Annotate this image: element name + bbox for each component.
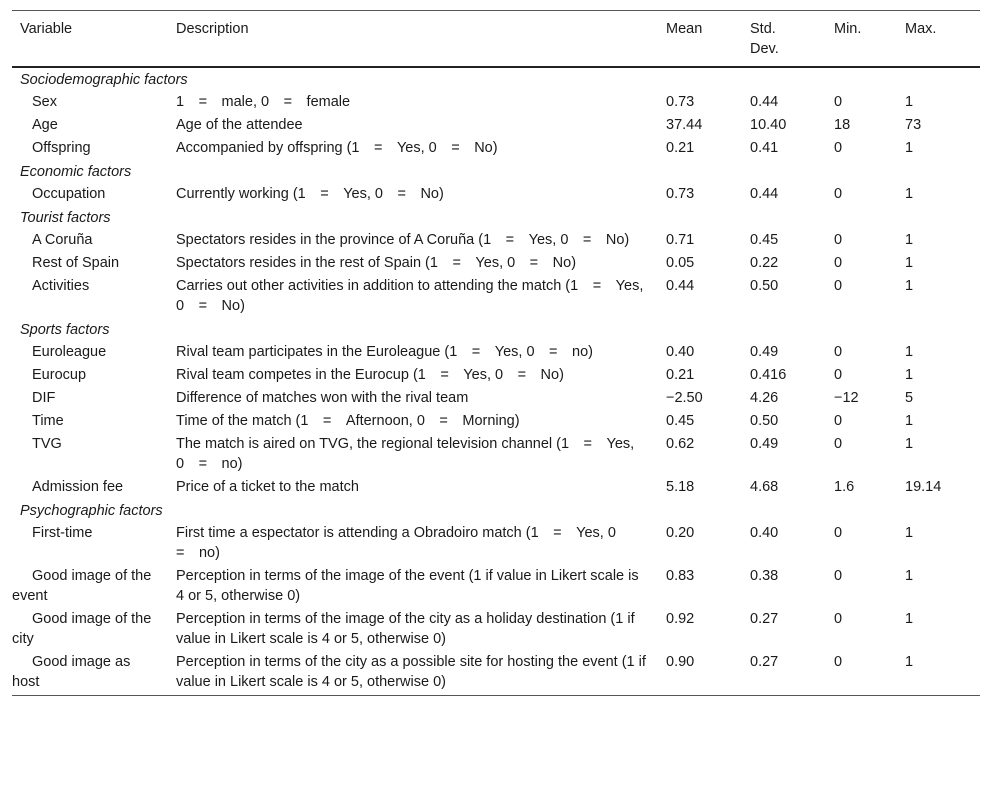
- cell-mean: −2.50: [666, 390, 703, 406]
- cell-max: 1: [905, 344, 914, 360]
- cell-variable: TVG: [32, 436, 62, 452]
- cell-max: 1: [905, 413, 914, 429]
- cell-variable: Age: [32, 117, 58, 133]
- cell-description: Perception in terms of the image of the city as a holiday destination (1 if value in Likert scale is 4 or 5, otherwise 0): [176, 611, 635, 647]
- cell-min: 0: [834, 232, 843, 248]
- header-mean: Mean: [666, 21, 703, 37]
- table-row: [12, 651, 980, 696]
- cell-std-dev: 4.26: [750, 390, 779, 406]
- table-row: [12, 341, 980, 364]
- cell-min: 0: [834, 611, 843, 627]
- cell-max: 1: [905, 94, 914, 110]
- cell-std-dev: 0.50: [750, 278, 779, 294]
- cell-std-dev: 0.38: [750, 568, 779, 584]
- cell-mean: 0.20: [666, 525, 695, 541]
- cell-mean: 0.73: [666, 94, 695, 110]
- cell-std-dev: 10.40: [750, 117, 787, 133]
- cell-description: The match is aired on TVG, the regional television channel (1 = Yes, 0 = no): [176, 436, 635, 472]
- cell-variable: Good image as host: [12, 654, 131, 690]
- cell-max: 1: [905, 436, 914, 452]
- header-std-dev: Std. Dev.: [750, 21, 779, 57]
- table-row: [12, 137, 980, 160]
- table-row: [12, 476, 980, 499]
- cell-description: Price of a ticket to the match: [176, 479, 359, 495]
- cell-max: 1: [905, 367, 914, 383]
- cell-variable: DIF: [32, 390, 56, 406]
- header-description: Description: [176, 21, 249, 37]
- table-body: [12, 67, 980, 696]
- cell-min: 18: [834, 117, 851, 133]
- cell-std-dev: 0.416: [750, 367, 787, 383]
- cell-max: 1: [905, 611, 914, 627]
- cell-std-dev: 0.49: [750, 344, 779, 360]
- cell-description: Spectators resides in the province of A Coruña (1 = Yes, 0 = No): [176, 232, 630, 248]
- cell-variable: Good image of the event: [12, 568, 152, 604]
- cell-std-dev: 4.68: [750, 479, 779, 495]
- cell-std-dev: 0.44: [750, 186, 779, 202]
- cell-min: −12: [834, 390, 859, 406]
- group-header-row: [12, 318, 980, 341]
- cell-description: Perception in terms of the image of the event (1 if value in Likert scale is 4 or 5, otherwise 0): [176, 568, 639, 604]
- header-variable: Variable: [20, 21, 73, 37]
- cell-std-dev: 0.45: [750, 232, 779, 248]
- cell-min: 0: [834, 436, 843, 452]
- cell-variable: Good image of the city: [12, 611, 152, 647]
- cell-variable: Admission fee: [32, 479, 124, 495]
- cell-max: 1: [905, 255, 914, 271]
- cell-description: Difference of matches won with the rival team: [176, 390, 469, 406]
- cell-mean: 0.45: [666, 413, 695, 429]
- cell-std-dev: 0.40: [750, 525, 779, 541]
- table-row: [12, 608, 980, 651]
- cell-max: 1: [905, 568, 914, 584]
- group-title: Sociodemographic factors: [20, 72, 188, 88]
- cell-min: 0: [834, 344, 843, 360]
- group-title: Psychographic factors: [20, 503, 163, 519]
- group-header-row: [12, 206, 980, 229]
- cell-min: 0: [834, 255, 843, 271]
- table-row: [12, 91, 980, 114]
- cell-description: Spectators resides in the rest of Spain (1 = Yes, 0 = No): [176, 255, 577, 271]
- cell-mean: 0.90: [666, 654, 695, 670]
- cell-mean: 0.92: [666, 611, 695, 627]
- cell-min: 0: [834, 367, 843, 383]
- table-header-row: [12, 11, 980, 68]
- cell-max: 1: [905, 140, 914, 156]
- cell-max: 1: [905, 186, 914, 202]
- cell-std-dev: 0.44: [750, 94, 779, 110]
- table-row: [12, 522, 980, 565]
- cell-mean: 0.71: [666, 232, 695, 248]
- cell-min: 0: [834, 568, 843, 584]
- cell-std-dev: 0.27: [750, 611, 779, 627]
- cell-std-dev: 0.49: [750, 436, 779, 452]
- cell-min: 0: [834, 186, 843, 202]
- cell-min: 1.6: [834, 479, 855, 495]
- cell-max: 1: [905, 654, 914, 670]
- header-min: Min.: [834, 21, 862, 37]
- table-row: [12, 387, 980, 410]
- cell-variable: Sex: [32, 94, 57, 110]
- cell-mean: 0.62: [666, 436, 695, 452]
- cell-min: 0: [834, 94, 843, 110]
- table-row: [12, 433, 980, 476]
- cell-mean: 0.21: [666, 140, 695, 156]
- cell-variable: Eurocup: [32, 367, 87, 383]
- group-title: Sports factors: [20, 322, 110, 338]
- cell-max: 73: [905, 117, 922, 133]
- cell-variable: Occupation: [32, 186, 106, 202]
- cell-mean: 37.44: [666, 117, 703, 133]
- cell-mean: 0.83: [666, 568, 695, 584]
- cell-description: Time of the match (1 = Afternoon, 0 = Morning): [176, 413, 520, 429]
- cell-mean: 0.05: [666, 255, 695, 271]
- group-header-row: [12, 499, 980, 522]
- cell-variable: Activities: [32, 278, 90, 294]
- cell-description: Currently working (1 = Yes, 0 = No): [176, 186, 444, 202]
- cell-std-dev: 0.22: [750, 255, 779, 271]
- table-row: [12, 252, 980, 275]
- cell-variable: Offspring: [32, 140, 91, 156]
- variables-table-container: [12, 10, 980, 696]
- cell-variable: Time: [32, 413, 64, 429]
- cell-mean: 0.73: [666, 186, 695, 202]
- cell-max: 1: [905, 278, 914, 294]
- cell-description: Age of the attendee: [176, 117, 303, 133]
- cell-std-dev: 0.41: [750, 140, 779, 156]
- cell-max: 5: [905, 390, 914, 406]
- cell-variable: Euroleague: [32, 344, 107, 360]
- table-row: [12, 565, 980, 608]
- cell-min: 0: [834, 654, 843, 670]
- cell-description: First time a espectator is attending a Obradoiro match (1 = Yes, 0 = no): [176, 525, 631, 561]
- group-title: Tourist factors: [20, 210, 111, 226]
- header-max: Max.: [905, 21, 937, 37]
- cell-std-dev: 0.27: [750, 654, 779, 670]
- table-row: [12, 114, 980, 137]
- cell-description: 1 = male, 0 = female: [176, 94, 351, 110]
- cell-mean: 0.44: [666, 278, 695, 294]
- cell-std-dev: 0.50: [750, 413, 779, 429]
- cell-max: 1: [905, 232, 914, 248]
- table-row: [12, 229, 980, 252]
- cell-mean: 0.21: [666, 367, 695, 383]
- cell-variable: First-time: [32, 525, 93, 541]
- group-header-row: [12, 67, 980, 91]
- cell-description: Rival team participates in the Euroleague (1 = Yes, 0 = no): [176, 344, 593, 360]
- table-row: [12, 275, 980, 318]
- cell-mean: 0.40: [666, 344, 695, 360]
- cell-max: 1: [905, 525, 914, 541]
- group-header-row: [12, 160, 980, 183]
- cell-variable: Rest of Spain: [32, 255, 120, 271]
- cell-description: Perception in terms of the city as a possible site for hosting the event (1 if value in Likert scale is 4 or 5, otherwise 0): [176, 654, 646, 690]
- cell-max: 19.14: [905, 479, 942, 495]
- cell-min: 0: [834, 413, 843, 429]
- cell-description: Rival team competes in the Eurocup (1 = Yes, 0 = No): [176, 367, 564, 383]
- cell-mean: 5.18: [666, 479, 695, 495]
- table-row: [12, 183, 980, 206]
- variables-table: [12, 10, 980, 696]
- group-title: Economic factors: [20, 164, 132, 180]
- cell-min: 0: [834, 525, 843, 541]
- cell-min: 0: [834, 278, 843, 294]
- cell-description: Carries out other activities in addition to attending the match (1 = Yes, 0 = No): [176, 278, 644, 314]
- cell-variable: A Coruña: [32, 232, 93, 248]
- table-row: [12, 410, 980, 433]
- table-row: [12, 364, 980, 387]
- cell-min: 0: [834, 140, 843, 156]
- cell-description: Accompanied by offspring (1 = Yes, 0 = No): [176, 140, 498, 156]
